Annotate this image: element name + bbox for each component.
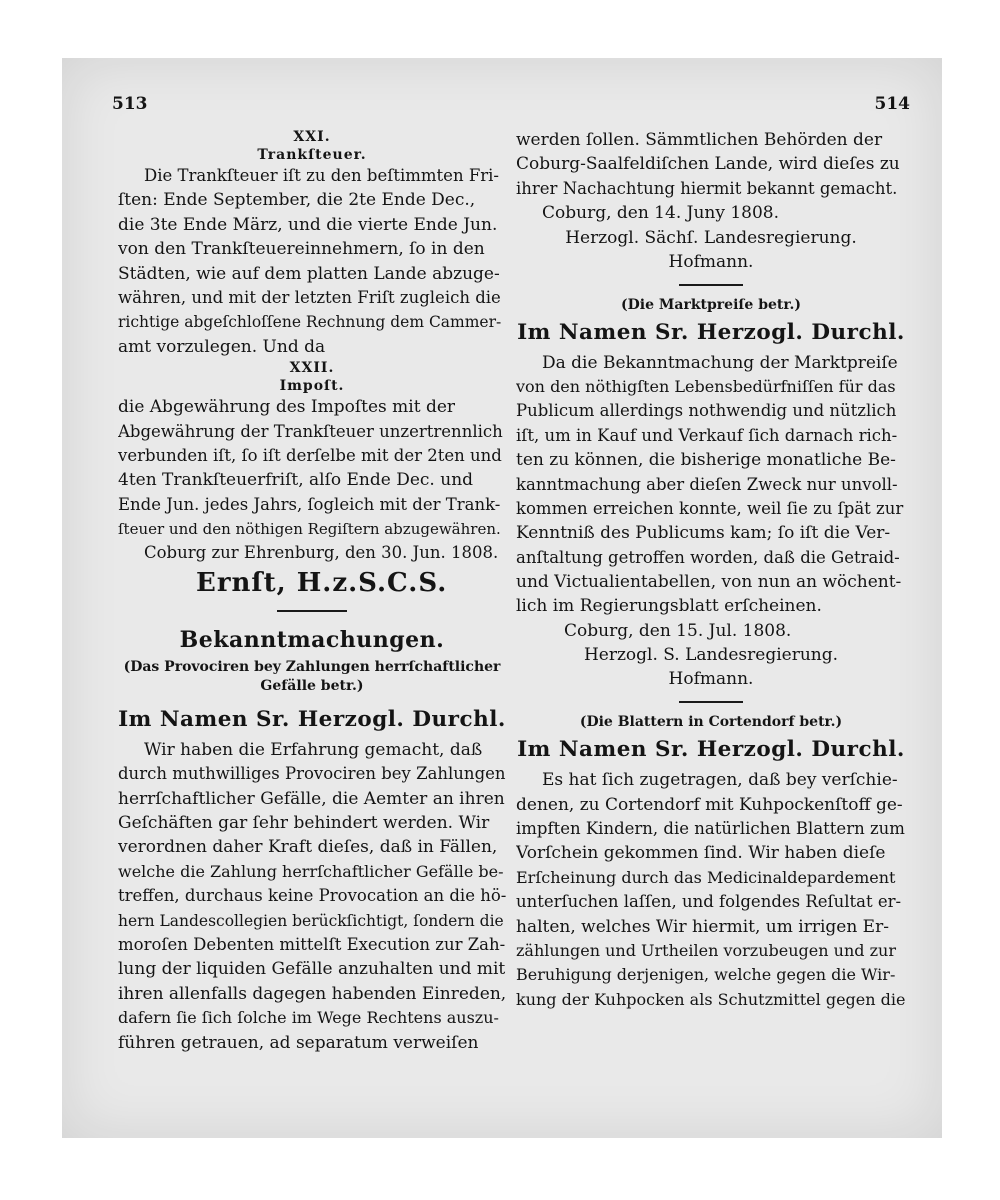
text-line: anſtaltung getroffen worden, daß die Getraid- bbox=[516, 547, 900, 567]
text-line: herrſchaftlicher Gefälle, die Aemter an ihren bbox=[118, 788, 505, 809]
notice-name-heading: Im Namen Sr. Herzogl. Durchl. bbox=[517, 319, 905, 345]
signature: Hofmann. bbox=[668, 669, 754, 690]
left-column bbox=[118, 128, 506, 1055]
text-line: kanntmachung aber dieſen Zweck nur unvoll- bbox=[516, 474, 898, 494]
text-line: von den nöthigſten Lebensbedürfniſſen für das bbox=[516, 376, 896, 396]
notice-title: (Die Marktpreiſe betr.) bbox=[621, 296, 801, 313]
text-line: verbunden iſt, ſo iſt derſelbe mit der 2ten und bbox=[118, 445, 502, 465]
text-line: ihren allenfalls dagegen habenden Einreden, bbox=[118, 983, 506, 1004]
text-line: Da die Bekanntmachung der Marktpreiſe bbox=[542, 352, 898, 373]
text-line: impften Kindern, die natürlichen Blattern zum bbox=[516, 819, 905, 839]
text-line: treffen, durchaus keine Provocation an die hö- bbox=[118, 886, 506, 906]
text-line: unterſuchen laſſen, und folgendes Reſultat er- bbox=[516, 892, 902, 912]
text-line: ten zu können, die bisherige monatliche Be- bbox=[516, 450, 896, 471]
text-line: kommen erreichen konnte, weil ſie zu ſpät zur bbox=[516, 498, 904, 518]
text-line: ſten: Ende September, die 2te Ende Dec., bbox=[118, 190, 476, 211]
text-line: lung der liquiden Gefälle anzuhalten und mit bbox=[118, 959, 506, 980]
section-body bbox=[118, 395, 506, 541]
text-line: welche die Zahlung herrſchaftlicher Gefälle be- bbox=[118, 861, 504, 881]
text-line: durch muthwilliges Provociren bey Zahlungen bbox=[118, 764, 506, 784]
text-line: Geſchäften gar ſehr behindert werden. Wir bbox=[118, 813, 490, 834]
section-title: Impoſt. bbox=[279, 378, 345, 395]
text-line: Wir haben die Erfahrung gemacht, daß bbox=[144, 739, 483, 760]
signature: Ernſt, H.z.S.C.S. bbox=[196, 567, 448, 598]
signature: Hofmann. bbox=[668, 251, 754, 272]
notice-body bbox=[118, 738, 506, 1055]
text-line: währen, und mit der letzten Friſt zugleich die bbox=[118, 287, 501, 307]
text-line: Publicum allerdings nothwendig und nützlich bbox=[516, 401, 897, 421]
text-line: halten, welches Wir hiermit, um irrigen Er- bbox=[516, 916, 889, 937]
section-body bbox=[118, 164, 506, 359]
page-number-left: 513 bbox=[112, 94, 148, 114]
text-line: und Victualientabellen, von nun an wöchent- bbox=[516, 572, 902, 593]
notice-body bbox=[516, 351, 906, 619]
divider bbox=[679, 701, 743, 703]
text-line: Kenntniß des Publicums kam; ſo iſt die Ver- bbox=[516, 523, 891, 544]
text-line: die Abgewährung des Impoſtes mit der bbox=[118, 397, 456, 418]
text-line: richtige abgeſchloſſene Rechnung dem Cammer- bbox=[118, 313, 502, 332]
text-line: 4ten Trankſteuerfriſt, alſo Ende Dec. und bbox=[118, 470, 474, 491]
section-number: XXI. bbox=[293, 129, 331, 145]
notice-title: (Das Provociren bey Zahlungen herrſchaftlicher bbox=[123, 658, 501, 675]
notice-body bbox=[516, 768, 906, 1012]
text-line: führen getrauen, ad separatum verweiſen bbox=[118, 1032, 479, 1053]
text-line: Erſcheinung durch das Medicinaldepardement bbox=[516, 867, 896, 887]
text-line: Es hat ſich zugetragen, daß bey verſchie- bbox=[542, 770, 898, 791]
page-number-right: 514 bbox=[874, 94, 910, 114]
text-line: amt vorzulegen. Und da bbox=[118, 336, 326, 357]
notice-name-heading: Im Namen Sr. Herzogl. Durchl. bbox=[118, 706, 506, 732]
text-line: Abgewährung der Trankſteuer unzertrennlich bbox=[118, 421, 503, 441]
text-line: kung der Kuhpocken als Schutzmittel gegen die bbox=[516, 989, 906, 1009]
text-line: Die Trankſteuer iſt zu den beſtimmten Fri- bbox=[144, 166, 500, 185]
text-line: Beruhigung derjenigen, welche gegen die Wir- bbox=[516, 965, 896, 985]
text-line: Ende Jun. jedes Jahrs, ſogleich mit der Trank- bbox=[118, 494, 501, 514]
text-line: ſteuer und den nöthigen Regiſtern abzugewähren. bbox=[118, 520, 501, 539]
text-line: verordnen daher Kraft dieſes, daß in Fällen, bbox=[118, 837, 498, 858]
divider bbox=[679, 284, 743, 286]
text-line: ihrer Nachachtung hiermit bekannt gemacht. bbox=[516, 178, 898, 198]
text-line: Vorſchein gekommen ſind. Wir haben dieſe bbox=[516, 843, 886, 864]
text-line: zählungen und Urtheilen vorzubeugen und zur bbox=[516, 940, 896, 960]
text-line: lich im Regierungsblatt erſcheinen. bbox=[516, 596, 822, 617]
date-line: Coburg, den 15. Jul. 1808. bbox=[564, 620, 792, 641]
notice-title: (Die Blattern in Cortendorf betr.) bbox=[579, 714, 843, 731]
text-line: von den Trankſteuereinnehmern, ſo in den bbox=[118, 239, 485, 260]
text-line: werden ſollen. Sämmtlichen Behörden der bbox=[516, 130, 883, 150]
text-line: denen, zu Cortendorf mit Kuhpockenſtoff ge- bbox=[516, 794, 903, 815]
notice-title: Gefälle betr.) bbox=[260, 677, 364, 694]
notice-name-heading: Im Namen Sr. Herzogl. Durchl. bbox=[517, 737, 905, 763]
divider bbox=[277, 610, 347, 612]
text-line: moroſen Debenten mittelſt Execution zur Zah- bbox=[118, 934, 506, 954]
text-line: die 3te Ende März, und die vierte Ende Jun. bbox=[118, 214, 498, 235]
text-line: hern Landescollegien berückſichtigt, ſondern die bbox=[118, 911, 504, 930]
authority-line: Herzogl. S. Landesregierung. bbox=[583, 645, 839, 666]
authority-line: Herzogl. Sächſ. Landesregierung. bbox=[565, 227, 857, 248]
text-line: Coburg-Saalfeldiſchen Lande, wird dieſes zu bbox=[516, 154, 900, 175]
text-line: Städten, wie auf dem platten Lande abzuge- bbox=[118, 263, 500, 284]
section-title: Trankſteuer. bbox=[257, 147, 367, 163]
bekanntmachungen-heading: Bekanntmachungen. bbox=[179, 626, 445, 653]
text-line: dafern ſie ſich ſolche im Wege Rechtens auszu- bbox=[118, 1008, 499, 1028]
date-line: Coburg, den 14. Juny 1808. bbox=[542, 203, 780, 224]
section-number: XXII. bbox=[289, 360, 335, 377]
date-line: Coburg zur Ehrenburg, den 30. Jun. 1808. bbox=[144, 543, 499, 563]
text-line: iſt, um in Kauf und Verkauf ſich darnach rich- bbox=[516, 425, 898, 445]
right-column bbox=[516, 128, 906, 1012]
continuation-body bbox=[516, 128, 906, 201]
